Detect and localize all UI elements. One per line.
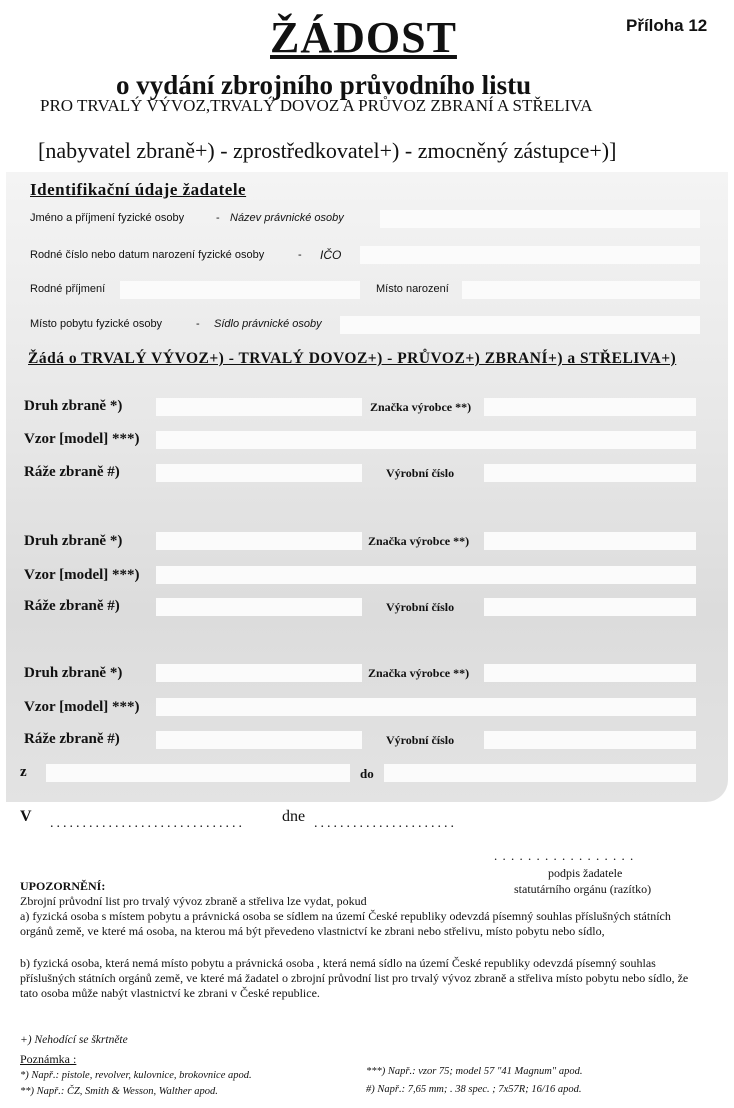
serial-label: Výrobní číslo <box>386 600 455 614</box>
brand-field[interactable] <box>484 532 696 550</box>
identification-heading: Identifikační údaje žadatele <box>30 180 247 199</box>
attachment-label: Příloha 12 <box>626 16 708 35</box>
brand-label: Značka výrobce **) <box>370 400 472 414</box>
weapon-type-field[interactable] <box>156 664 362 682</box>
seat-label: Sídlo právnické osoby <box>214 318 322 330</box>
name-separator: - <box>216 212 220 224</box>
residence-field[interactable] <box>340 316 700 334</box>
weapon-type-label: Druh zbraně *) <box>24 665 123 681</box>
model-field[interactable] <box>156 431 696 449</box>
legal-name-label: Název právnické osoby <box>230 212 344 224</box>
signature-line[interactable]: . . . . . . . . . . . . . . . . . <box>494 848 635 863</box>
model-field[interactable] <box>156 698 696 716</box>
caliber-field[interactable] <box>156 731 362 749</box>
birth-number-label: Rodné číslo nebo datum narození fyzické osoby <box>30 249 265 261</box>
residence-label: Místo pobytu fyzické osoby <box>30 318 163 330</box>
weapon-type-field[interactable] <box>156 532 362 550</box>
caliber-field[interactable] <box>156 464 362 482</box>
route-from-label: z <box>20 764 27 780</box>
brand-label: Značka výrobce **) <box>368 666 470 680</box>
model-field[interactable] <box>156 566 696 584</box>
place-label: V <box>20 808 32 825</box>
maiden-name-field[interactable] <box>120 281 360 299</box>
birthplace-label: Místo narození <box>376 283 449 295</box>
warning-clause-a: a) fyzická osoba s místem pobytu a právnická osoba se sídlem na území České republiky odevzdá písemný souhlas příslušných státních orgánů země, ve které má osoba, na kterou má být převedeno vlastnictví ke zbrani nebo střelivu, místo pobytu nebo sídlo, <box>20 909 671 938</box>
ico-label: IČO <box>320 248 342 262</box>
route-from-field[interactable] <box>46 764 350 782</box>
signature-label: podpis žadatele <box>548 866 623 880</box>
date-line[interactable]: ...................... <box>314 816 457 831</box>
name-field[interactable] <box>380 210 700 228</box>
note-weapon-type: *) Např.: pistole, revolver, kulovnice, brokovnice apod. <box>20 1070 252 1081</box>
weapon-type-label: Druh zbraně *) <box>24 398 123 414</box>
caliber-label: Ráže zbraně #) <box>24 598 120 614</box>
model-label: Vzor [model] ***) <box>24 567 140 583</box>
document-subtitle-2: PRO TRVALÝ VÝVOZ,TRVALÝ DOVOZ A PRŮVOZ ZBRANÍ A STŘELIVA <box>40 96 593 115</box>
brand-field[interactable] <box>484 664 696 682</box>
route-to-field[interactable] <box>384 764 696 782</box>
weapon-type-label: Druh zbraně *) <box>24 533 123 549</box>
birth-number-field[interactable] <box>360 246 700 264</box>
caliber-field[interactable] <box>156 598 362 616</box>
applicant-roles: [nabyvatel zbraně+) - zprostředkovatel+) - zmocněný zástupce+)] <box>38 138 617 163</box>
brand-field[interactable] <box>484 398 696 416</box>
serial-label: Výrobní číslo <box>386 733 455 747</box>
place-line[interactable]: .............................. <box>50 816 245 831</box>
model-label: Vzor [model] ***) <box>24 699 140 715</box>
document-subtitle: o vydání zbrojního průvodního listu <box>116 70 532 100</box>
weapon-type-field[interactable] <box>156 398 362 416</box>
strike-note: +) Nehodící se škrtněte <box>20 1034 128 1046</box>
birth-separator: - <box>298 249 302 261</box>
route-to-label: do <box>360 766 374 781</box>
birthplace-field[interactable] <box>462 281 700 299</box>
request-heading: Žádá o TRVALÝ VÝVOZ+) - TRVALÝ DOVOZ+) - PRŮVOZ+) ZBRANÍ+) a STŘELIVA+) <box>28 350 677 367</box>
model-label: Vzor [model] ***) <box>24 431 140 447</box>
warning-clause-b: b) fyzická osoba, která nemá místo pobytu a právnická osoba , která nemá sídlo na území České republiky odevzdá písemný souhlas příslušných státních orgánů země, ve které má žadatel o zbrojní průvodní list pro trvalý vývoz zbraně a střeliva místo pobytu nebo sídlo, že tato osoba může nabýt vlastnictví ke zbrani v České republice. <box>20 956 689 1000</box>
stamp-label: statutárního orgánu (razítko) <box>514 882 652 896</box>
caliber-label: Ráže zbraně #) <box>24 731 120 747</box>
note-caliber: #) Např.: 7,65 mm; . 38 spec. ; 7x57R; 16/16 apod. <box>366 1084 582 1095</box>
warning-intro: Zbrojní průvodní list pro trvalý vývoz zbraně a střeliva lze vydat, pokud <box>20 894 367 908</box>
note-brand: **) Např.: ČZ, Smith & Wesson, Walther apod. <box>20 1086 218 1097</box>
document-title: ŽÁDOST <box>270 13 457 62</box>
caliber-label: Ráže zbraně #) <box>24 464 120 480</box>
date-label: dne <box>282 808 306 825</box>
serial-label: Výrobní číslo <box>386 466 455 480</box>
residence-separator: - <box>196 318 200 330</box>
brand-label: Značka výrobce **) <box>368 534 470 548</box>
serial-field[interactable] <box>484 731 696 749</box>
serial-field[interactable] <box>484 598 696 616</box>
serial-field[interactable] <box>484 464 696 482</box>
notes-heading: Poznámka : <box>20 1052 77 1066</box>
name-label: Jméno a příjmení fyzické osoby <box>30 212 185 224</box>
note-model: ***) Např.: vzor 75; model 57 "41 Magnum" apod. <box>366 1066 583 1077</box>
warning-heading: UPOZORNĚNÍ: <box>20 879 106 893</box>
maiden-name-label: Rodné příjmení <box>30 283 106 295</box>
